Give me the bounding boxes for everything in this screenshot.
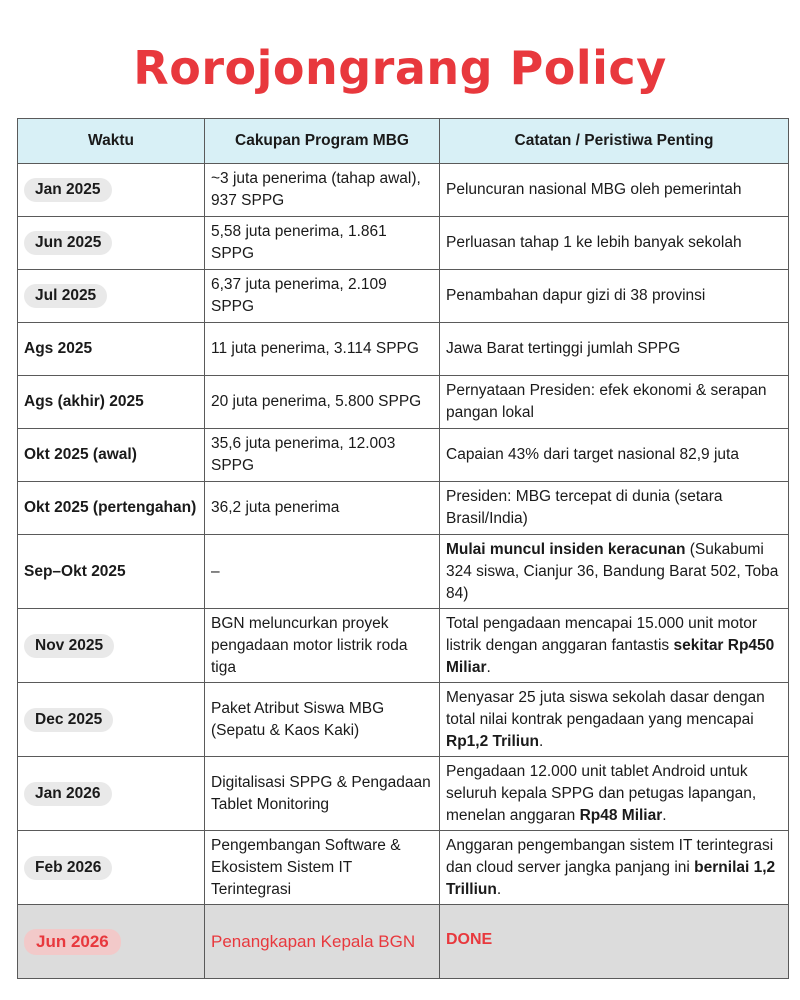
table-row xyxy=(18,905,789,979)
notes-text: Perluasan tahap 1 ke lebih banyak sekolah xyxy=(446,234,742,251)
cell-notes xyxy=(440,683,789,757)
time-badge: Jul 2025 xyxy=(24,284,107,308)
table-row xyxy=(18,535,789,609)
notes-text: Menyasar 25 juta siswa sekolah dasar dengan total nilai kontrak pengadaan yang mencapai xyxy=(446,688,765,728)
cell-coverage: BGN meluncurkan proyek pengadaan motor listrik roda tiga xyxy=(205,609,440,683)
table-header-row xyxy=(18,119,789,164)
notes-text: Total pengadaan mencapai 15.000 unit motor listrik dengan anggaran fantastis xyxy=(446,614,758,654)
time-badge: Jun 2026 xyxy=(24,929,121,955)
notes-highlight: Mulai muncul insiden keracunan xyxy=(446,540,686,558)
time-label: Okt 2025 (pertengahan) xyxy=(24,499,197,516)
table-row xyxy=(18,683,789,757)
cell-coverage: 11 juta penerima, 3.114 SPPG xyxy=(205,323,440,376)
cell-coverage: 5,58 juta penerima, 1.861 SPPG xyxy=(205,217,440,270)
table-body xyxy=(18,164,789,979)
notes-text: . xyxy=(539,732,544,750)
notes-text: Pengadaan 12.000 unit tablet Android untuk seluruh kepala SPPG dan petugas lapangan, menelan anggaran xyxy=(446,762,757,824)
cell-notes xyxy=(440,217,789,270)
time-badge: Dec 2025 xyxy=(24,708,113,732)
notes-highlight: Rp48 Miliar xyxy=(579,806,663,824)
table-row xyxy=(18,270,789,323)
cell-coverage: 36,2 juta penerima xyxy=(205,482,440,535)
table-row xyxy=(18,757,789,831)
notes-text: . xyxy=(662,806,667,824)
time-badge: Nov 2025 xyxy=(24,634,114,658)
time-badge: Jun 2025 xyxy=(24,231,112,255)
header-coverage: Cakupan Program MBG xyxy=(205,119,440,164)
cell-time xyxy=(18,270,205,323)
cell-time xyxy=(18,482,205,535)
table-row xyxy=(18,609,789,683)
cell-time xyxy=(18,905,205,979)
cell-coverage: Pengembangan Software & Ekosistem Sistem IT Terintegrasi xyxy=(205,831,440,905)
cell-notes xyxy=(440,323,789,376)
table-row xyxy=(18,376,789,429)
notes-text: Peluncuran nasional MBG oleh pemerintah xyxy=(446,181,742,198)
cell-coverage: Paket Atribut Siswa MBG (Sepatu & Kaos Kaki) xyxy=(205,683,440,757)
cell-notes xyxy=(440,535,789,609)
table-row xyxy=(18,217,789,270)
notes-highlight: DONE xyxy=(446,931,493,948)
notes-text: . xyxy=(496,880,502,898)
notes-text: . xyxy=(486,658,491,676)
cell-time xyxy=(18,429,205,482)
notes-highlight: sekitar Rp450 Miliar xyxy=(446,636,775,676)
cell-notes xyxy=(440,270,789,323)
cell-coverage: 20 juta penerima, 5.800 SPPG xyxy=(205,376,440,429)
notes-text: (Sukabumi 324 siswa, Cianjur 36, Bandung Barat 502, Toba 84) xyxy=(446,540,779,602)
table-row xyxy=(18,323,789,376)
notes-text: Penambahan dapur gizi di 38 provinsi xyxy=(446,287,706,304)
cell-notes xyxy=(440,905,789,979)
time-label: Ags 2025 xyxy=(24,340,93,357)
cell-coverage: – xyxy=(205,535,440,609)
cell-time xyxy=(18,609,205,683)
notes-text: Capaian 43% dari target nasional 82,9 juta xyxy=(446,446,739,463)
time-badge: Jan 2025 xyxy=(24,178,112,202)
header-time: Waktu xyxy=(18,119,205,164)
time-label: Sep–Okt 2025 xyxy=(24,562,126,580)
notes-text: Jawa Barat tertinggi jumlah SPPG xyxy=(446,340,681,357)
notes-text: Pernyataan Presiden: efek ekonomi & serapan pangan lokal xyxy=(446,382,767,421)
cell-time xyxy=(18,164,205,217)
time-badge: Feb 2026 xyxy=(24,856,112,880)
cell-notes xyxy=(440,831,789,905)
cell-notes xyxy=(440,164,789,217)
table-row xyxy=(18,482,789,535)
table-row xyxy=(18,164,789,217)
time-label: Ags (akhir) 2025 xyxy=(24,393,144,410)
cell-notes xyxy=(440,376,789,429)
header-notes: Catatan / Peristiwa Penting xyxy=(440,119,789,164)
cell-notes xyxy=(440,609,789,683)
cell-time xyxy=(18,323,205,376)
cell-time xyxy=(18,683,205,757)
cell-notes xyxy=(440,757,789,831)
cell-coverage: Digitalisasi SPPG & Pengadaan Tablet Monitoring xyxy=(205,757,440,831)
cell-coverage: 6,37 juta penerima, 2.109 SPPG xyxy=(205,270,440,323)
page-title: Rorojongrang Policy xyxy=(133,41,667,95)
notes-highlight: Rp1,2 Triliun xyxy=(446,732,540,750)
cell-coverage: Penangkapan Kepala BGN xyxy=(205,905,440,979)
timeline-table xyxy=(17,118,789,979)
notes-text: Presiden: MBG tercepat di dunia (setara Brasil/India) xyxy=(446,488,723,527)
cell-time xyxy=(18,376,205,429)
table-row xyxy=(18,831,789,905)
cell-time xyxy=(18,535,205,609)
notes-text: Anggaran pengembangan sistem IT terintegrasi dan cloud server jangka panjang ini xyxy=(446,836,774,876)
cell-time xyxy=(18,217,205,270)
cell-coverage: 35,6 juta penerima, 12.003 SPPG xyxy=(205,429,440,482)
cell-notes xyxy=(440,482,789,535)
cell-time xyxy=(18,757,205,831)
cell-coverage: ~3 juta penerima (tahap awal), 937 SPPG xyxy=(205,164,440,217)
time-label: Okt 2025 (awal) xyxy=(24,446,137,463)
time-badge: Jan 2026 xyxy=(24,782,112,806)
table-row xyxy=(18,429,789,482)
cell-notes xyxy=(440,429,789,482)
cell-time xyxy=(18,831,205,905)
notes-highlight: bernilai 1,2 Trilliun xyxy=(446,858,776,898)
